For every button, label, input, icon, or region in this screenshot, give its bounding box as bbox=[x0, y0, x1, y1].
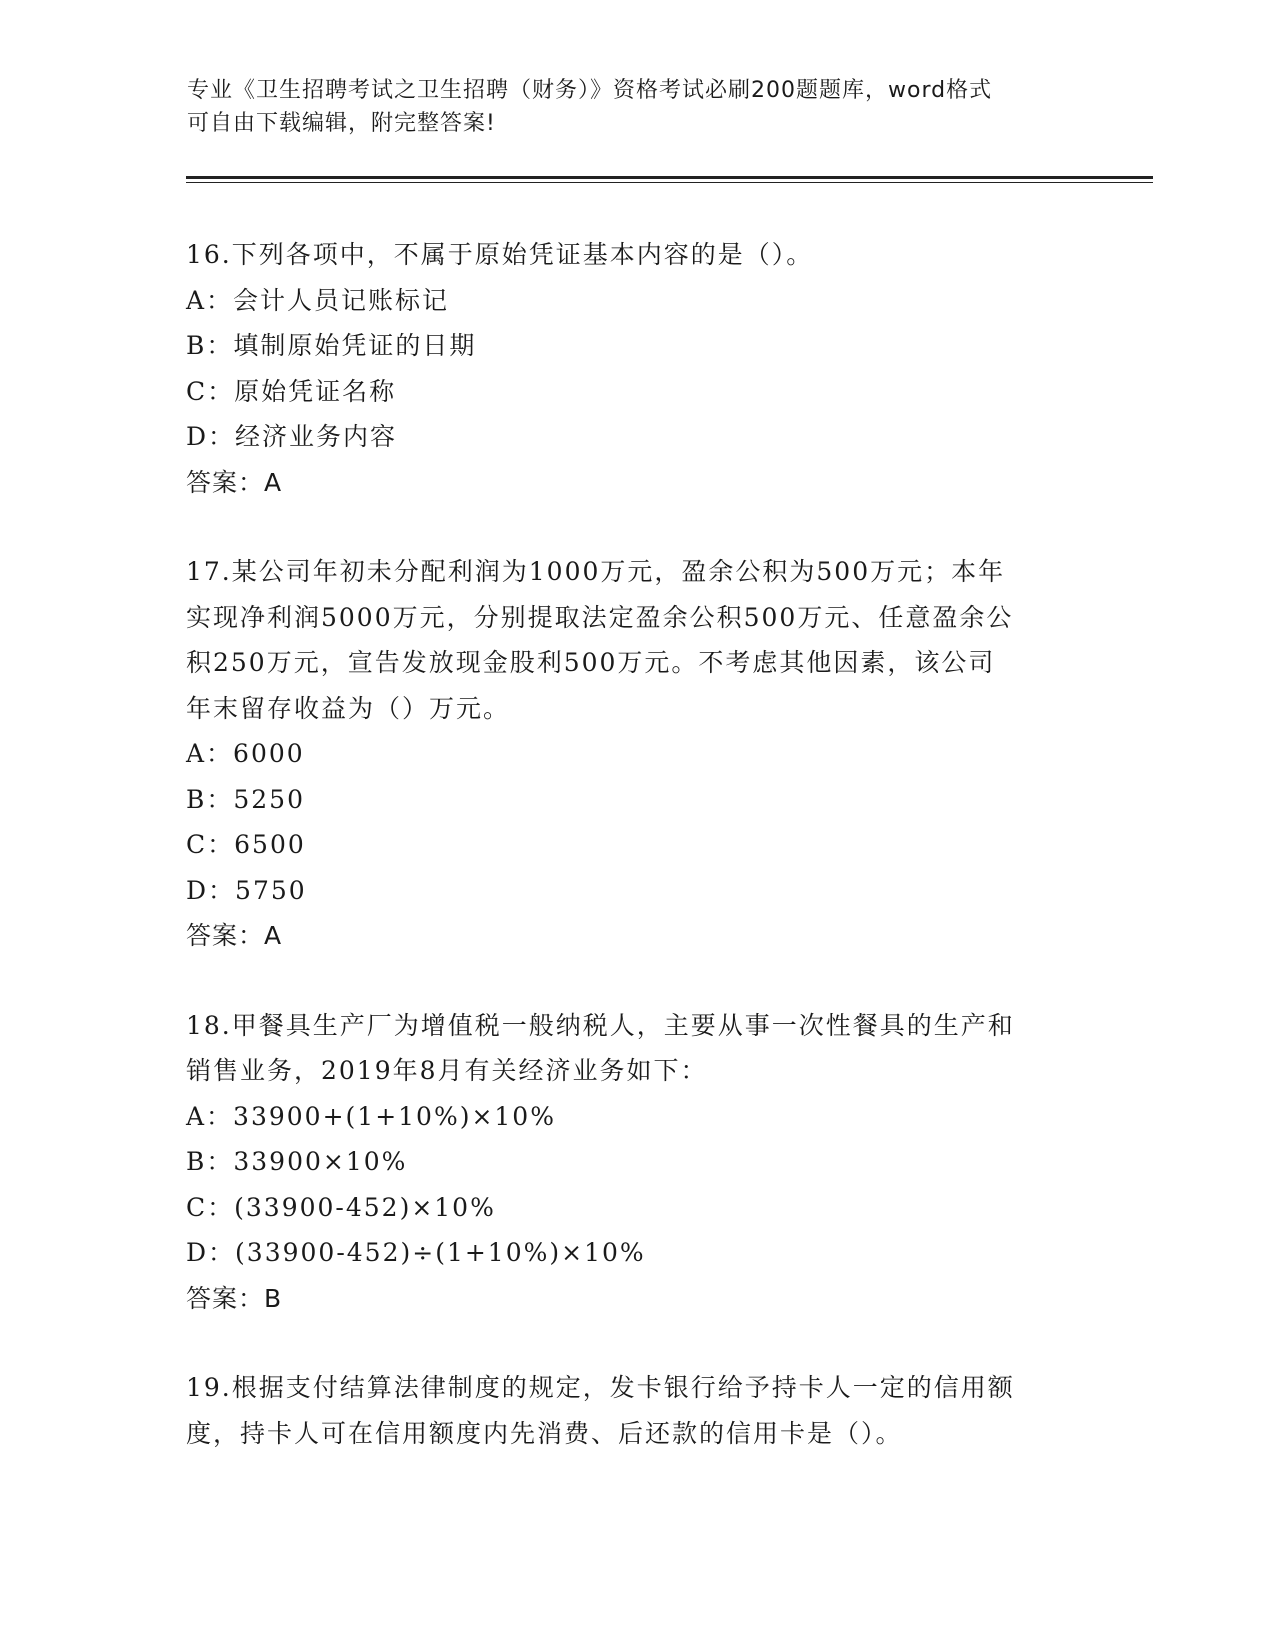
header-divider-thin bbox=[186, 182, 1153, 183]
option-b: B：5250 bbox=[186, 784, 305, 814]
question-stem-line: 度，持卡人可在信用额度内先消费、后还款的信用卡是（）。 bbox=[186, 1418, 903, 1448]
document-header bbox=[187, 74, 1067, 140]
option-d: D：5750 bbox=[186, 875, 307, 905]
question-stem-line: 实现净利润5000万元，分别提取法定盈余公积500万元、任意盈余公 bbox=[186, 602, 1014, 632]
question-stem-line: 19.根据支付结算法律制度的规定，发卡银行给予持卡人一定的信用额 bbox=[186, 1373, 1015, 1402]
answer-line: 答案：B bbox=[186, 1283, 283, 1313]
option-b: B：33900×10% bbox=[186, 1147, 408, 1176]
option-c: C：(33900-452)×10% bbox=[186, 1192, 496, 1222]
question-list bbox=[186, 232, 1086, 1456]
question-stem-line: 16.下列各项中，不属于原始凭证基本内容的是（）。 bbox=[186, 240, 814, 269]
answer-line: 答案：A bbox=[186, 467, 283, 497]
option-a: A：会计人员记账标记 bbox=[186, 285, 450, 315]
question-17 bbox=[186, 549, 1086, 959]
question-18 bbox=[186, 1003, 1086, 1322]
option-d: D：经济业务内容 bbox=[186, 422, 398, 451]
header-title-line-1: 专业《卫生招聘考试之卫生招聘（财务）》资格考试必刷200题题库，word格式 bbox=[187, 78, 993, 103]
option-a: A：33900+(1+10%)×10% bbox=[186, 1101, 556, 1131]
question-16 bbox=[186, 232, 1086, 505]
option-c: C：原始凭证名称 bbox=[186, 376, 397, 406]
answer-line: 答案：A bbox=[186, 921, 283, 950]
question-19 bbox=[186, 1365, 1086, 1456]
header-divider-thick bbox=[186, 176, 1153, 179]
question-stem-line: 17.某公司年初未分配利润为1000万元，盈余公积为500万元；本年 bbox=[186, 557, 1006, 586]
question-stem-line: 18.甲餐具生产厂为增值税一般纳税人，主要从事一次性餐具的生产和 bbox=[186, 1010, 1015, 1040]
option-b: B：填制原始凭证的日期 bbox=[186, 331, 477, 360]
question-stem-line: 销售业务，2019年8月有关经济业务如下： bbox=[186, 1056, 708, 1085]
header-title-line-2: 可自由下载编辑，附完整答案! bbox=[187, 111, 496, 136]
option-d: D：(33900-452)÷(1+10%)×10% bbox=[186, 1238, 646, 1267]
option-a: A：6000 bbox=[186, 739, 305, 768]
question-stem-line: 积250万元，宣告发放现金股利500万元。不考虑其他因素，该公司 bbox=[186, 648, 996, 677]
option-c: C：6500 bbox=[186, 830, 306, 859]
question-stem-line: 年末留存收益为（）万元。 bbox=[186, 693, 511, 723]
